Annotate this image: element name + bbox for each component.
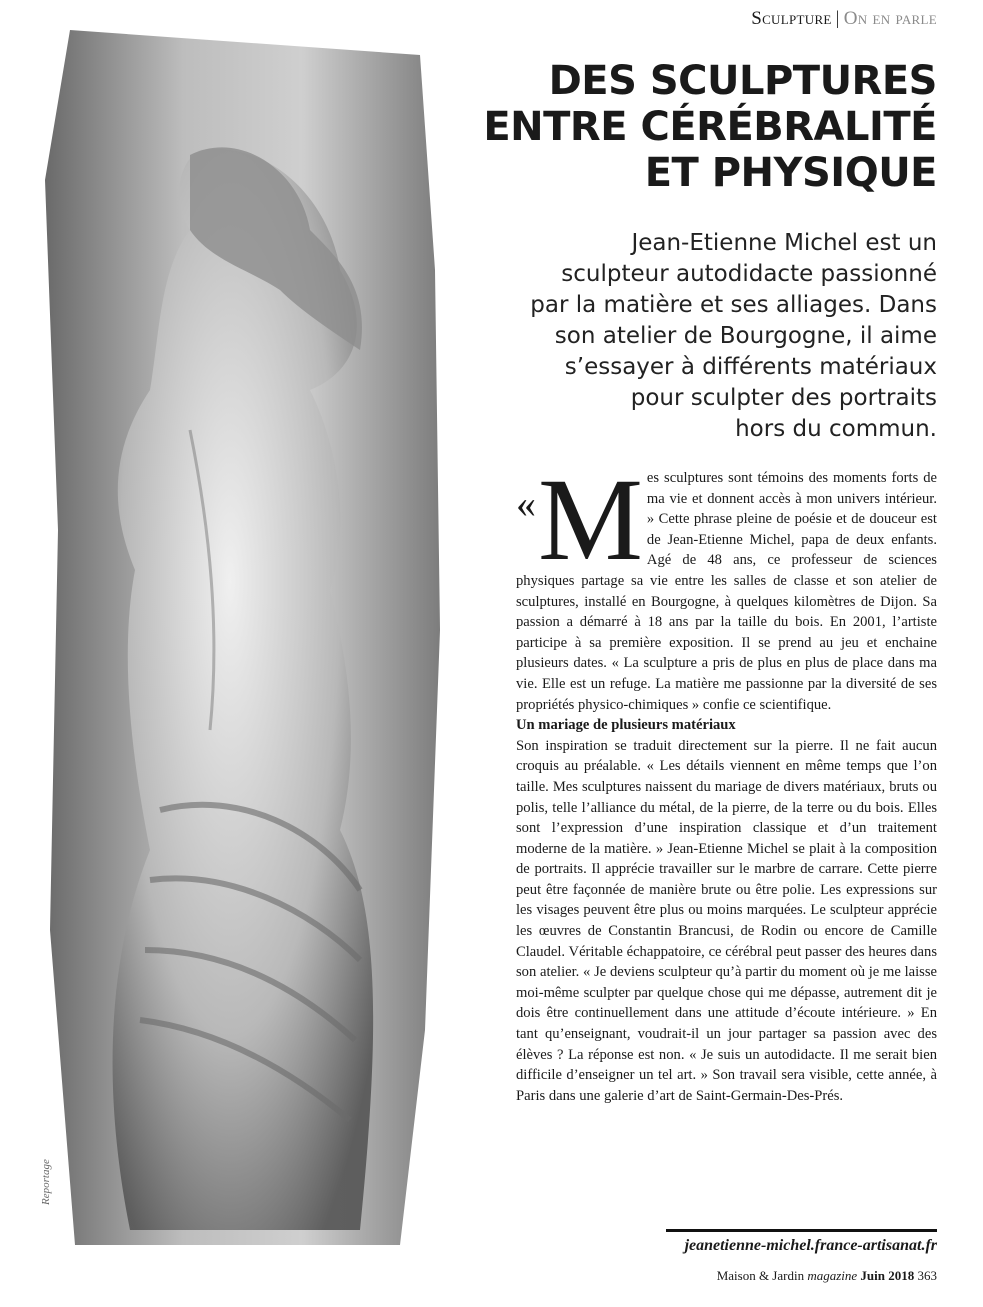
section-header xyxy=(751,8,937,30)
paragraph-text: es sculptures sont témoins des moments forts de ma vie et donnent accès à mon univers intérieur. » Cette phrase pleine de poésie et de douceur est de Jean-Etienne Michel, papa de deux enfants. Agé de 48 ans, ce professeur de sciences physiques partage sa vie entre les salles de classe et son atelier de sculptures, installé en Bourgogne, à quelques kilomètres de Dijon. Sa passion a démarré à 18 ans par la taille du bois. En 2001, l’artiste participe à sa première exposition. Il se prend au jeu et enchaine plusieurs dates. « La sculpture a pris de plus en plus de place dans ma vie. Elle est un refuge. La matière me passionne par la diversité de ses propriétés physico-chimiques » confie ce scientifique. xyxy=(516,470,937,713)
page-number: 363 xyxy=(917,1268,937,1283)
lead-line: Jean-Etienne Michel est un xyxy=(631,230,937,256)
title-line: ENTRE CÉRÉBRALITÉ xyxy=(483,104,937,150)
lead-line: son atelier de Bourgogne, il aime xyxy=(554,323,937,349)
page-footer xyxy=(717,1268,937,1284)
side-label: Reportage xyxy=(40,1159,52,1205)
subsection-name: On en parle xyxy=(843,8,937,29)
lead-line: s’essayer à différents matériaux xyxy=(564,354,937,380)
divider xyxy=(666,1229,937,1232)
drop-cap-letter: M xyxy=(538,454,643,585)
section-subheading: Un mariage de plusieurs matériaux xyxy=(516,717,736,734)
lead-line: sculpteur autodidacte passionné xyxy=(561,261,937,287)
section-name: Sculpture xyxy=(751,8,832,29)
footer-brand: Maison & Jardin xyxy=(716,1268,805,1283)
title-line: DES SCULPTURES xyxy=(548,58,937,104)
website-link[interactable]: jeanetienne-michel.france-artisanat.fr xyxy=(684,1237,937,1254)
lead-line: hors du commun. xyxy=(735,416,937,442)
body-paragraph: Son inspiration se traduit directement sur la pierre. Il ne fait aucun croquis au préalable. « Les détails viennent en même temps que l’on taille. Mes sculptures naissent du mariage de divers matériaux, bruts ou polis, telle l’alliance du métal, de la pierre, de la terre ou du bois. Elles sont l’expression d’une inspiration classique et d’un traitement moderne de la matière. » Jean-Etienne Michel se plait à la composition de portraits. Il apprécie travailler sur le marbre de carrare. Cette pierre peut être façonnée de manière brute ou être polie. Les expressions sur les visages peuvent être plus ou moins marquées. Le sculpteur apprécie les œuvres de Constantin Brancusi, de Rodin ou encore de Camille Claudel. Véritable échappatoire, ce cérébral peut passer des heures dans son atelier. « Je deviens sculpteur qu’à partir du moment où je me laisse moi-même sculpter par quelque chose qui me dépasse, autrement dit je dois être continuellement dans une attitude d’écoute intérieure. » En tant qu’enseignant, voudrait-il un jour partager sa passion avec des élèves ? La réponse est non. « Je suis un autodidacte. Il me serait bien difficile d’enseigner un tel art. » Son travail sera visible, cette année, à Paris dans une galerie d’art de Saint-Germain-Des-Prés. xyxy=(516,737,937,1104)
sculpture-photo xyxy=(40,30,460,1245)
article-title xyxy=(467,58,937,196)
lead-line: pour sculpter des portraits xyxy=(630,385,937,411)
body-paragraph xyxy=(516,454,937,715)
header-separator: | xyxy=(835,8,840,29)
article-lead xyxy=(467,228,937,445)
footer-date: Juin 2018 xyxy=(860,1268,915,1283)
article-body xyxy=(516,454,937,1106)
drop-cap xyxy=(516,454,643,585)
lead-line: par la matière et ses alliages. Dans xyxy=(530,292,937,318)
opening-quote: « xyxy=(516,481,536,526)
footer-magazine: magazine xyxy=(807,1268,858,1283)
title-line: ET PHYSIQUE xyxy=(644,150,937,196)
